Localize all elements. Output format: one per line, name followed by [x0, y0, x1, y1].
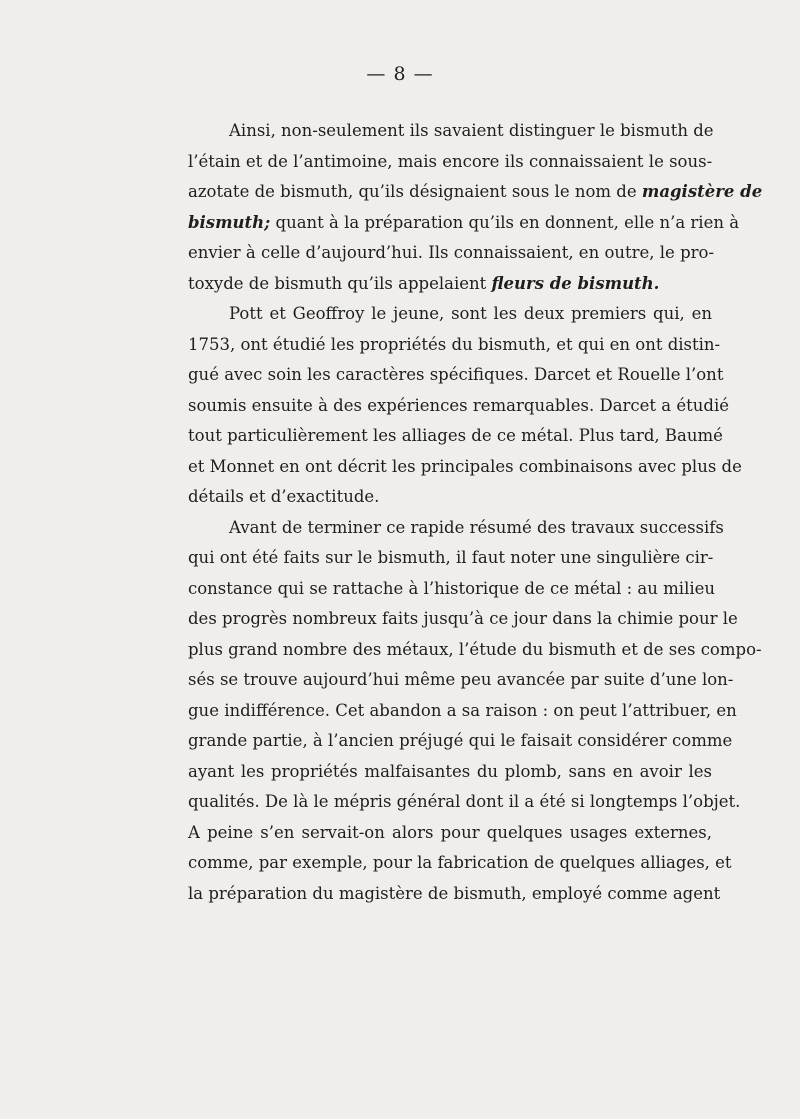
italic-term: fleurs de bismuth. [491, 273, 660, 293]
line-text: A peine s’en servait-on alors pour quelques usages externes, [188, 822, 712, 842]
paragraph-2 [188, 299, 742, 513]
line-text: plus grand nombre des métaux, l’étude du bismuth et de ses compo- [188, 639, 762, 659]
line-text: qui ont été faits sur le bismuth, il faut noter une singulière cir- [188, 548, 714, 567]
text-line [188, 635, 762, 666]
text-line [188, 513, 724, 544]
paragraph-1 [188, 116, 763, 299]
text-line [188, 177, 763, 208]
text-line [188, 787, 741, 818]
line-text: ayant les propriétés malfaisantes du plomb, sans en avoir les [188, 761, 712, 781]
text-line [188, 665, 734, 696]
text-line [188, 818, 712, 849]
line-text: et Monnet en ont décrit les principales combinaisons avec plus de [188, 456, 742, 476]
line-text: Ainsi, non-seulement ils savaient distinguer le bismuth de [229, 121, 714, 140]
text-line [188, 848, 732, 879]
line-text: Pott et Geoffroy le jeune, sont les deux premiers qui, en [229, 304, 712, 323]
line-text: tout particulièrement les alliages de ce métal. Plus tard, Baumé [188, 426, 723, 445]
text-line [188, 452, 742, 483]
line-text: détails et d’exactitude. [188, 487, 380, 506]
line-text: gue indifférence. Cet abandon a sa raison : on peut l’attribuer, en [188, 700, 737, 720]
line-text: qualités. De là le mépris général dont il a été si longtemps l’objet. [188, 792, 741, 811]
text-line [188, 879, 721, 910]
text-line [188, 482, 712, 513]
italic-term: bismuth; [188, 212, 271, 232]
text-body [188, 116, 763, 909]
text-line [188, 269, 712, 300]
line-text: quant à la préparation qu’ils en donnent, elle n’a rien à [270, 212, 740, 232]
line-text: des progrès nombreux faits jusqu’à ce jour dans la chimie pour le [188, 609, 738, 628]
line-text: sés se trouve aujourd’hui même peu avancée par suite d’une lon- [188, 670, 734, 689]
text-line [188, 238, 715, 269]
line-text: comme, par exemple, pour la fabrication de quelques alliages, et [188, 853, 732, 872]
line-text: Avant de terminer ce rapide résumé des travaux successifs [229, 517, 724, 537]
text-line [188, 391, 730, 422]
line-text: envier à celle d’aujourd’hui. Ils connaissaient, en outre, le pro- [188, 243, 715, 262]
text-line [188, 604, 738, 635]
text-line [188, 574, 716, 605]
text-line [188, 147, 712, 178]
line-text: azotate de bismuth, qu’ils désignaient sous le nom de [188, 182, 642, 201]
line-text: toxyde de bismuth qu’ils appelaient [188, 273, 492, 293]
text-line [188, 330, 721, 361]
text-line [188, 116, 712, 147]
text-line [188, 421, 723, 452]
text-line [188, 208, 740, 239]
line-text: grande partie, à l’ancien préjugé qui le faisait considérer comme [188, 731, 733, 750]
line-text: soumis ensuite à des expériences remarquables. Darcet a étudié [188, 395, 730, 415]
text-line [188, 360, 724, 391]
italic-term: magistère de [641, 182, 763, 201]
text-line [188, 696, 737, 727]
page-number: — 8 — [366, 63, 434, 85]
text-line [188, 757, 712, 788]
line-text: constance qui se rattache à l’historique de ce métal : au milieu [188, 578, 716, 598]
text-line [188, 543, 712, 574]
line-text: gué avec soin les caractères spécifiques. Darcet et Rouelle l’ont [188, 365, 724, 384]
text-line [188, 726, 733, 757]
text-line [188, 299, 712, 330]
paragraph-3 [188, 513, 762, 910]
line-text: l’étain et de l’antimoine, mais encore ils connaissaient le sous- [188, 151, 713, 171]
line-text: 1753, ont étudié les propriétés du bismuth, et qui en ont distin- [188, 334, 721, 354]
line-text: la préparation du magistère de bismuth, employé comme agent [188, 883, 721, 903]
